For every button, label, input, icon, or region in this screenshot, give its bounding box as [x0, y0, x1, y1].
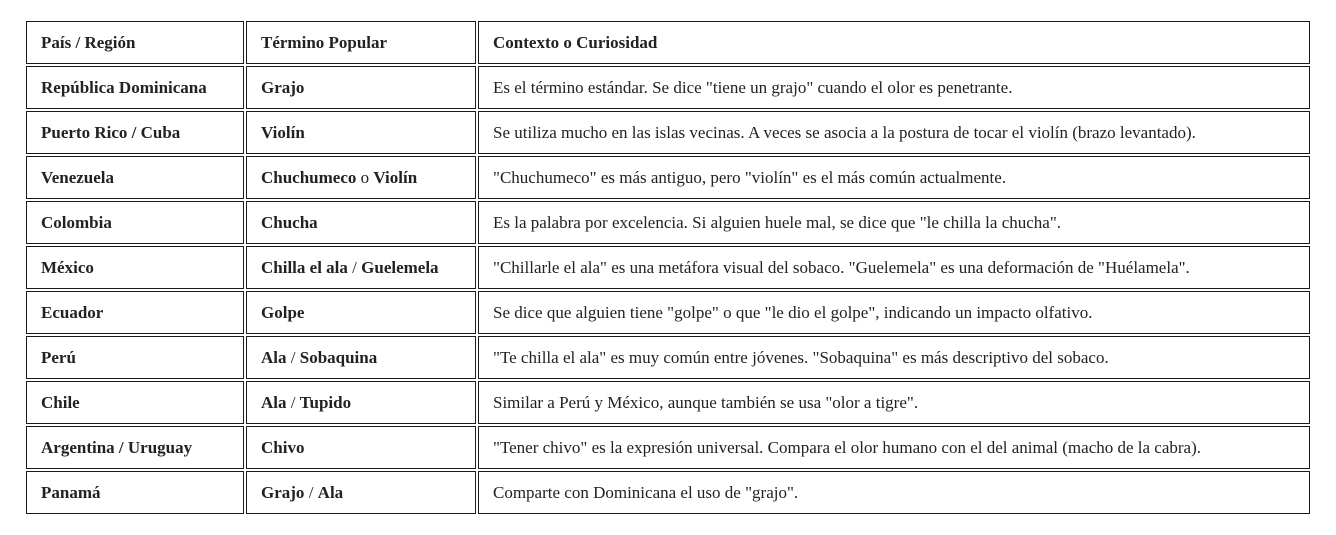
cell-region: Puerto Rico / Cuba	[26, 111, 244, 154]
table-row	[26, 426, 1310, 469]
table-row	[26, 336, 1310, 379]
cell-term	[246, 246, 476, 289]
table-row	[26, 66, 1310, 109]
term-word: Ala	[261, 347, 287, 367]
table-row	[26, 291, 1310, 334]
cell-region: Perú	[26, 336, 244, 379]
cell-term	[246, 291, 476, 334]
header-term: Término Popular	[246, 21, 476, 64]
term-word: Chucha	[261, 212, 318, 232]
term-word: Violín	[373, 167, 418, 187]
cell-region: Ecuador	[26, 291, 244, 334]
cell-context: Se dice que alguien tiene "golpe" o que "le dio el golpe", indicando un impacto olfativo.	[478, 291, 1310, 334]
cell-context: "Chillarle el ala" es una metáfora visual del sobaco. "Guelemela" es una deformación de "Huélamela".	[478, 246, 1310, 289]
cell-region: Venezuela	[26, 156, 244, 199]
table-row	[26, 381, 1310, 424]
table-row	[26, 156, 1310, 199]
cell-term	[246, 381, 476, 424]
header-context: Contexto o Curiosidad	[478, 21, 1310, 64]
cell-term	[246, 111, 476, 154]
term-word: Ala	[261, 392, 287, 412]
header-row	[26, 21, 1310, 64]
table-body	[26, 66, 1310, 514]
term-separator: /	[286, 347, 300, 367]
term-word: Sobaquina	[299, 347, 378, 367]
table-header	[26, 21, 1310, 64]
term-word: Golpe	[261, 302, 305, 322]
cell-term	[246, 426, 476, 469]
cell-context: Es el término estándar. Se dice "tiene un grajo" cuando el olor es penetrante.	[478, 66, 1310, 109]
term-word: Chivo	[261, 437, 305, 457]
cell-term	[246, 66, 476, 109]
cell-region: Chile	[26, 381, 244, 424]
term-word: Ala	[317, 482, 344, 502]
cell-context: Comparte con Dominicana el uso de "grajo".	[478, 471, 1310, 514]
header-region: País / Región	[26, 21, 244, 64]
term-word: Grajo	[261, 482, 305, 502]
cell-context: Es la palabra por excelencia. Si alguien huele mal, se dice que "le chilla la chucha".	[478, 201, 1310, 244]
term-separator: /	[304, 482, 318, 502]
term-word: Violín	[261, 122, 305, 142]
table-row	[26, 471, 1310, 514]
table-row	[26, 111, 1310, 154]
cell-context: "Te chilla el ala" es muy común entre jóvenes. "Sobaquina" es más descriptivo del sobaco.	[478, 336, 1310, 379]
table-row	[26, 246, 1310, 289]
cell-term	[246, 156, 476, 199]
term-word: Chuchumeco	[261, 167, 357, 187]
cell-region: Colombia	[26, 201, 244, 244]
slang-table	[24, 19, 1312, 516]
cell-context: Similar a Perú y México, aunque también se usa "olor a tigre".	[478, 381, 1310, 424]
cell-region: México	[26, 246, 244, 289]
cell-context: "Tener chivo" es la expresión universal. Compara el olor humano con el del animal (macho de la cabra).	[478, 426, 1310, 469]
cell-term	[246, 201, 476, 244]
table-container	[24, 19, 1312, 516]
term-separator: /	[286, 392, 300, 412]
term-separator: o	[356, 167, 374, 187]
cell-term	[246, 471, 476, 514]
table-row	[26, 201, 1310, 244]
term-word: Tupido	[299, 392, 352, 412]
cell-region: Panamá	[26, 471, 244, 514]
term-word: Grajo	[261, 77, 305, 97]
term-word: Chilla el ala	[261, 257, 348, 277]
cell-context: "Chuchumeco" es más antiguo, pero "violín" es el más común actualmente.	[478, 156, 1310, 199]
cell-region: Argentina / Uruguay	[26, 426, 244, 469]
cell-region: República Dominicana	[26, 66, 244, 109]
term-word: Guelemela	[361, 257, 439, 277]
term-separator: /	[347, 257, 362, 277]
cell-term	[246, 336, 476, 379]
cell-context: Se utiliza mucho en las islas vecinas. A veces se asocia a la postura de tocar el violín (brazo levantado).	[478, 111, 1310, 154]
